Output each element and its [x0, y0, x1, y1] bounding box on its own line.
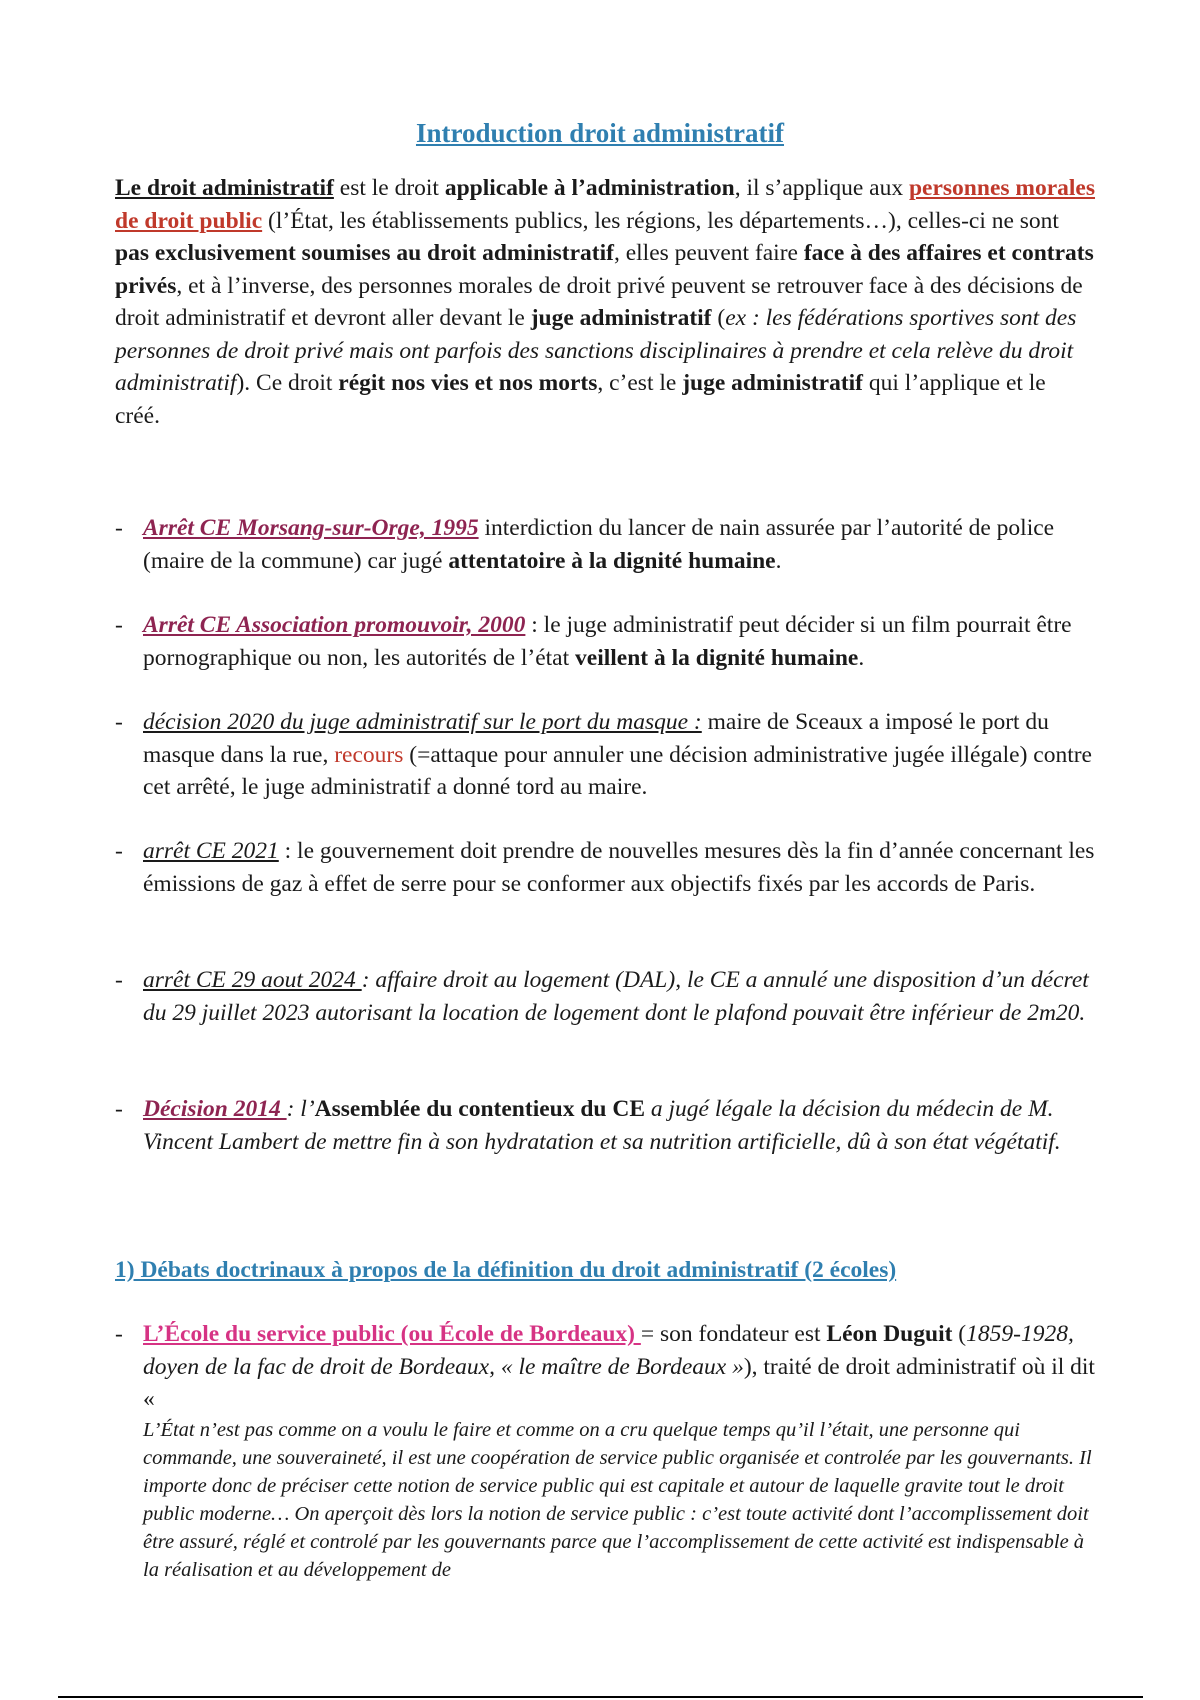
school-name: L’École du service public (ou École de Bordeaux) [143, 1321, 641, 1347]
bullet-dash: - [115, 515, 123, 541]
bold-text: attentatoire à la dignité humaine [448, 547, 776, 574]
text: , elles peuvent faire [613, 240, 804, 266]
bullet-dash: - [115, 838, 123, 864]
bold-text: veillent à la dignité humaine [575, 644, 859, 671]
case-reference: Arrêt CE Association promouvoir, 2000 [143, 612, 526, 638]
bold-text: applicable à l’administration [444, 175, 735, 201]
bold-text: face à des affaires et contrats privés [115, 240, 1094, 299]
bold-text: régit nos vies et nos morts [338, 370, 598, 396]
text: ), traité de droit administratif où il dit « [143, 1353, 1095, 1412]
text: , il s’applique aux [734, 175, 909, 201]
list-item [115, 706, 1095, 804]
section-heading: 1) Débats doctrinaux à propos de la définition du droit administratif (2 écoles) [115, 1257, 897, 1283]
text: : l’ [286, 1096, 315, 1122]
page-divider [58, 1696, 1143, 1698]
text: , et à l’inverse, des personnes morales de droit privé peuvent se retrouver face à des décisions de droit administratif et devront aller devant le [115, 272, 1083, 331]
bullet-dash: - [115, 612, 123, 638]
intro-paragraph [115, 172, 1095, 432]
text: : affaire droit au logement (DAL), le CE a annulé une disposition d’un décret du 29 juillet 2023 autorisant la location de logement dont le plafond pouvait être inférieur de 2m20. [143, 967, 1089, 1026]
list-item [115, 512, 1095, 577]
bold-text: juge administratif [530, 305, 712, 331]
text: . [775, 547, 782, 574]
text: est le droit [333, 175, 445, 201]
list-item [115, 1093, 1095, 1158]
quote-text: L’État n’est pas comme on a voulu le faire et comme on a cru quelque temps qu’il l’était, une personne qui commande, une souveraineté, il est une coopération de service public organisée et controlée par les gouvernants. Il importe donc de préciser cette notion de service public qui est capitale et autour de laquelle gravite tout le droit public moderne… On aperçoit dès lors la notion de service public : c’est toute activité dont l’accomplissement doit être assuré, réglé et controlé par les gouvernants parce que l’accomplissement de cette activité est indispensable à la réalisation et au développement de [143, 1418, 1092, 1581]
list-item [115, 1318, 1095, 1584]
text: interdiction du lancer de nain assurée par l’autorité de police (maire de la commune) car jugé [143, 515, 1055, 574]
case-reference: arrêt CE 2021 [143, 838, 279, 864]
text: , c’est le [597, 370, 683, 396]
bullet-dash: - [115, 709, 123, 735]
text: ( [711, 305, 726, 331]
intro-term: Le droit administratif [115, 175, 334, 201]
list-item [115, 609, 1095, 674]
case-reference: décision 2020 du juge administratif sur le port du masque : [143, 709, 702, 735]
text: . [858, 644, 865, 671]
case-reference: arrêt CE 29 aout 2024 [143, 967, 362, 993]
text: : le gouvernement doit prendre de nouvelles mesures dès la fin d’année concernant les émissions de gaz à effet de serre pour se conformer aux objectifs fixés par les accords de Paris. [143, 838, 1095, 897]
text: (l’État, les établissements publics, les régions, les départements…), celles-ci ne sont [262, 207, 1059, 234]
page-title: Introduction droit administratif [415, 118, 785, 148]
list-item [115, 835, 1095, 900]
bullet-dash: - [115, 967, 123, 993]
bold-text: Assemblée du contentieux du CE [314, 1096, 646, 1122]
list-item [115, 964, 1095, 1029]
highlight-term: personnes morales de droit public [115, 175, 1096, 234]
text: ( [952, 1321, 967, 1347]
case-reference: Décision 2014 [143, 1096, 287, 1122]
text: a jugé légale la décision du médecin de M. Vincent Lambert de mettre fin à son hydratation et sa nutrition artificielle, dû à son état végétatif. [143, 1096, 1061, 1155]
bold-text: pas exclusivement soumises au droit administratif [115, 240, 614, 266]
bold-text: juge administratif [682, 370, 864, 396]
example-text: ex : les fédérations sportives sont des personnes de droit privé mais ont parfois des sanctions disciplinaires à prendre et cela relève du droit administratif [115, 305, 1077, 396]
case-reference: Arrêt CE Morsang-sur-Orge, 1995 [143, 515, 479, 541]
highlight-term: recours [334, 741, 404, 768]
text: ). Ce droit [236, 370, 339, 396]
author-details: 1859-1928, doyen de la fac de droit de Bordeaux, « le maître de Bordeaux » [143, 1321, 1074, 1380]
author-name: Léon Duguit [826, 1321, 953, 1347]
text: (=attaque pour annuler une décision administrative jugée illégale) contre cet arrêté, le juge administratif a donné tord au maire. [143, 741, 1092, 800]
text: maire de Sceaux a imposé le port du masque dans la rue, [143, 709, 1049, 768]
text: = son fondateur est [640, 1321, 827, 1347]
bullet-dash: - [115, 1096, 123, 1122]
text: qui l’applique et le créé. [115, 370, 1046, 429]
bullet-dash: - [115, 1321, 123, 1347]
text: : le juge administratif peut décider si un film pourrait être pornographique ou non, les autorités de l’état [143, 612, 1072, 671]
